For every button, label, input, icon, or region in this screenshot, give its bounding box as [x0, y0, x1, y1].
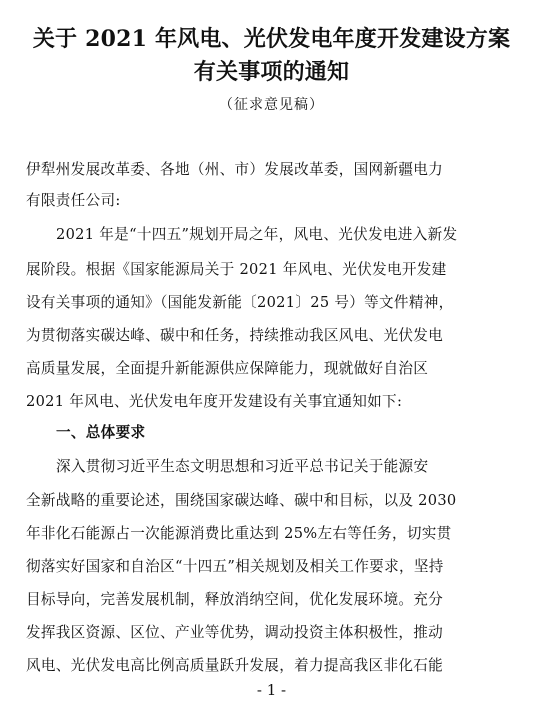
addressee-line: 有限责任公司: — [26, 192, 121, 209]
body-line: 为贯彻落实碳达峰、碳中和任务，持续推动我区风电、光伏发电 — [26, 327, 444, 344]
page-number: - 1 - — [256, 681, 287, 699]
addressee-line: 伊犁州发展改革委、各地（州、市）发展改革委，国网新疆电力 — [26, 161, 444, 178]
document-title-line-1: 关于 2021 年风电、光伏发电年度开发建设方案 — [32, 26, 511, 52]
body-line: 高质量发展，全面提升新能源供应保障能力，现就做好自治区 — [26, 360, 429, 377]
body-line: 2021 年风电、光伏发电年度开发建设有关事宜通知如下: — [26, 393, 403, 410]
body-line: 发挥我区资源、区位、产业等优势，调动投资主体积极性，推动 — [26, 624, 444, 641]
section-heading: 一、总体要求 — [56, 424, 146, 441]
body-line: 彻落实好国家和自治区“十四五”相关规划及相关工作要求，坚持 — [26, 558, 444, 575]
body-line: 年非化石能源占一次能源消费比重达到 25%左右等任务，切实贯 — [26, 525, 452, 542]
body-line: 全新战略的重要论述，围绕国家碳达峰、碳中和目标，以及 2030 — [26, 492, 457, 509]
document-subtitle: （征求意见稿） — [219, 97, 324, 113]
body-line: 2021 年是“十四五”规划开局之年，风电、光伏发电进入新发 — [56, 226, 458, 243]
body-line: 目标导向，完善发展机制，释放消纳空间，优化发展环境。充分 — [26, 591, 444, 608]
body-line: 深入贯彻习近平生态文明思想和习近平总书记关于能源安 — [56, 458, 429, 475]
document-title-line-2: 有关事项的通知 — [193, 59, 350, 85]
body-line: 展阶段。根据《国家能源局关于 2021 年风电、光伏发电开发建 — [26, 261, 447, 278]
body-line: 设有关事项的通知》（国能发新能〔2021〕25 号）等文件精神， — [26, 294, 454, 311]
body-line: 风电、光伏发电高比例高质量跃升发展，着力提高我区非化石能 — [26, 657, 444, 674]
